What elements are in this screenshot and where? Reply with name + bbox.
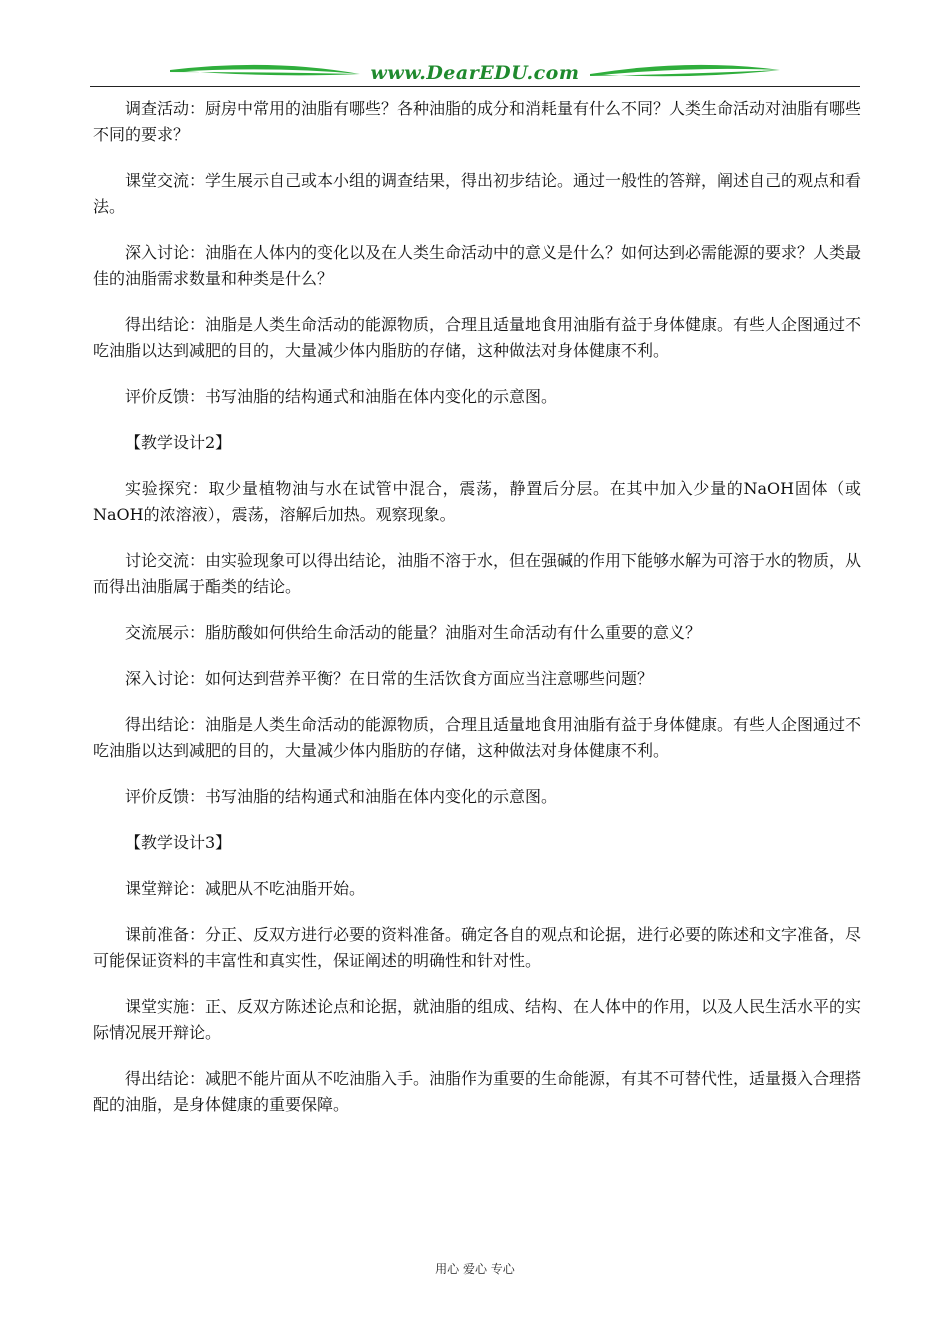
paragraph-survey-activity: 调查活动：厨房中常用的油脂有哪些？各种油脂的成分和消耗量有什么不同？人类生命活动对油脂有哪些不同的要求？	[93, 99, 862, 144]
paragraph-experiment: 实验探究：取少量植物油与水在试管中混合，震荡，静置后分层。在其中加入少量的NaOH固体（或NaOH的浓溶液），震荡，溶解后加热。观察现象。	[93, 479, 861, 524]
header-divider	[90, 86, 860, 87]
paragraph-debate: 课堂辩论：减肥从不吃油脂开始。	[125, 879, 366, 898]
document-body	[93, 96, 861, 1138]
paragraph-conclusion-2: 得出结论：油脂是人类生命活动的能源物质，合理且适量地食用油脂有益于身体健康。有些人企图通过不吃油脂以达到减肥的目的，大量减少体内脂肪的存储，这种做法对身体健康不利。	[93, 715, 862, 760]
paragraph-deep-discussion: 深入讨论：油脂在人体内的变化以及在人类生命活动中的意义是什么？如何达到必需能源的要求？人类最佳的油脂需求数量和种类是什么？	[93, 243, 862, 288]
section-heading-design-2: 【教学设计2】	[125, 433, 232, 452]
paragraph-deep-discussion-2: 深入讨论：如何达到营养平衡？在日常的生活饮食方面应当注意哪些问题？	[125, 669, 654, 688]
paragraph-preparation: 课前准备：分正、反双方进行必要的资料准备。确定各自的观点和论据，进行必要的陈述和文字准备，尽可能保证资料的丰富性和真实性，保证阐述的明确性和针对性。	[93, 925, 862, 970]
paragraph-conclusion: 得出结论：油脂是人类生命活动的能源物质，合理且适量地食用油脂有益于身体健康。有些人企图通过不吃油脂以达到减肥的目的，大量减少体内脂肪的存储，这种做法对身体健康不利。	[93, 315, 862, 360]
site-logo-text: www.DearEDU.com	[370, 62, 580, 84]
page-footer: 用心 爱心 专心	[435, 1262, 515, 1276]
section-heading-design-3: 【教学设计3】	[125, 833, 232, 852]
paragraph-evaluation: 评价反馈：书写油脂的结构通式和油脂在体内变化的示意图。	[125, 387, 558, 406]
page-header	[90, 56, 860, 92]
paragraph-class-exchange: 课堂交流：学生展示自己或本小组的调查结果，得出初步结论。通过一般性的答辩，阐述自己的观点和看法。	[93, 171, 862, 216]
paragraph-implementation: 课堂实施：正、反双方陈述论点和论据，就油脂的组成、结构、在人体中的作用，以及人民生活水平的实际情况展开辩论。	[93, 997, 862, 1042]
paragraph-exchange-display: 交流展示：脂肪酸如何供给生命活动的能量？油脂对生命活动有什么重要的意义？	[125, 623, 702, 642]
paragraph-conclusion-3: 得出结论：减肥不能片面从不吃油脂入手。油脂作为重要的生命能源，有其不可替代性，适量摄入合理搭配的油脂，是身体健康的重要保障。	[93, 1069, 862, 1114]
paragraph-discussion-exchange: 讨论交流：由实验现象可以得出结论，油脂不溶于水，但在强碱的作用下能够水解为可溶于水的物质，从而得出油脂属于酯类的结论。	[93, 551, 862, 596]
paragraph-evaluation-2: 评价反馈：书写油脂的结构通式和油脂在体内变化的示意图。	[125, 787, 558, 806]
